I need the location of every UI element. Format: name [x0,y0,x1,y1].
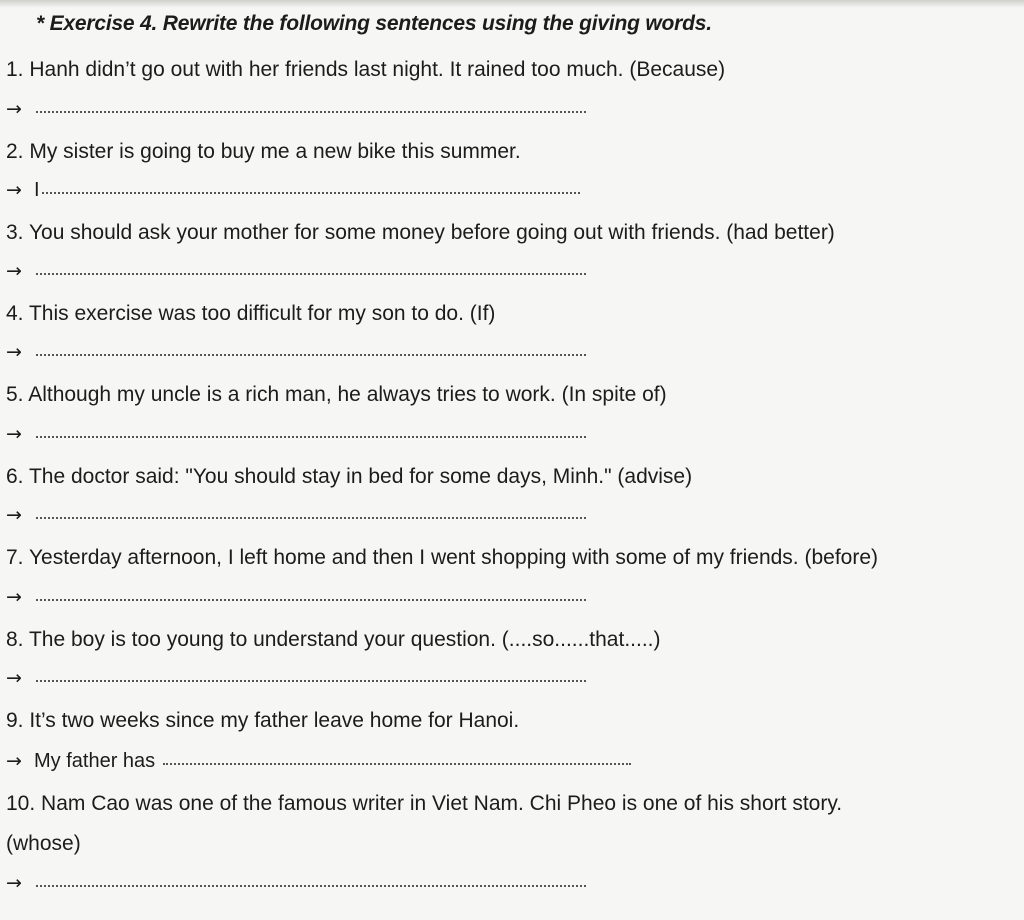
arrow-icon: → [6,750,22,772]
answer-line-6[interactable] [6,504,586,526]
answer-blank[interactable] [36,883,586,887]
answer-blank[interactable] [36,678,586,682]
answer-blank[interactable] [42,190,580,194]
answer-line-3[interactable] [6,260,586,282]
answer-line-5[interactable] [6,423,586,445]
arrow-icon: → [6,872,22,894]
question-4: 4. This exercise was too difficult for my son to do. (If) [6,302,496,325]
answer-prefix: My father has [34,750,156,772]
arrow-icon: → [6,260,22,282]
arrow-icon: → [6,98,22,120]
arrow-icon: → [6,179,22,201]
arrow-icon: → [6,423,22,445]
answer-line-4[interactable] [6,341,586,363]
question-7: 7. Yesterday afternoon, I left home and then I went shopping with some of my friends. (before) [6,546,879,569]
answer-blank[interactable] [36,352,586,356]
answer-line-10[interactable] [6,872,586,894]
arrow-icon: → [6,504,22,526]
arrow-icon: → [6,667,22,689]
question-6: 6. The doctor said: "You should stay in bed for some days, Minh." (advise) [6,465,693,488]
answer-blank[interactable] [36,597,586,601]
answer-blank[interactable] [36,109,586,113]
answer-blank[interactable] [36,271,586,275]
exercise-title: * Exercise 4. Rewrite the following sentences using the giving words. [36,12,712,35]
arrow-icon: → [6,586,22,608]
question-3: 3. You should ask your mother for some money before going out with friends. (had better) [6,221,835,244]
answer-line-9[interactable] [6,750,631,773]
answer-line-2[interactable] [6,179,580,202]
arrow-icon: → [6,341,22,363]
answer-line-7[interactable] [6,586,586,608]
answer-prefix: I [34,179,40,201]
question-10: 10. Nam Cao was one of the famous writer in Viet Nam. Chi Pheo is one of his short story. [6,792,843,815]
question-1: 1. Hanh didn’t go out with her friends last night. It rained too much. (Because) [6,58,726,81]
question-10-continued: (whose) [6,832,81,855]
question-5: 5. Although my uncle is a rich man, he always tries to work. (In spite of) [6,383,667,406]
answer-line-8[interactable] [6,667,586,689]
question-2: 2. My sister is going to buy me a new bike this summer. [6,140,521,163]
answer-blank[interactable] [36,434,586,438]
question-8: 8. The boy is too young to understand your question. (....so......that.....) [6,628,661,651]
question-9: 9. It’s two weeks since my father leave home for Hanoi. [6,709,520,732]
answer-blank[interactable] [163,761,631,765]
answer-blank[interactable] [36,515,586,519]
answer-line-1[interactable] [6,98,586,120]
